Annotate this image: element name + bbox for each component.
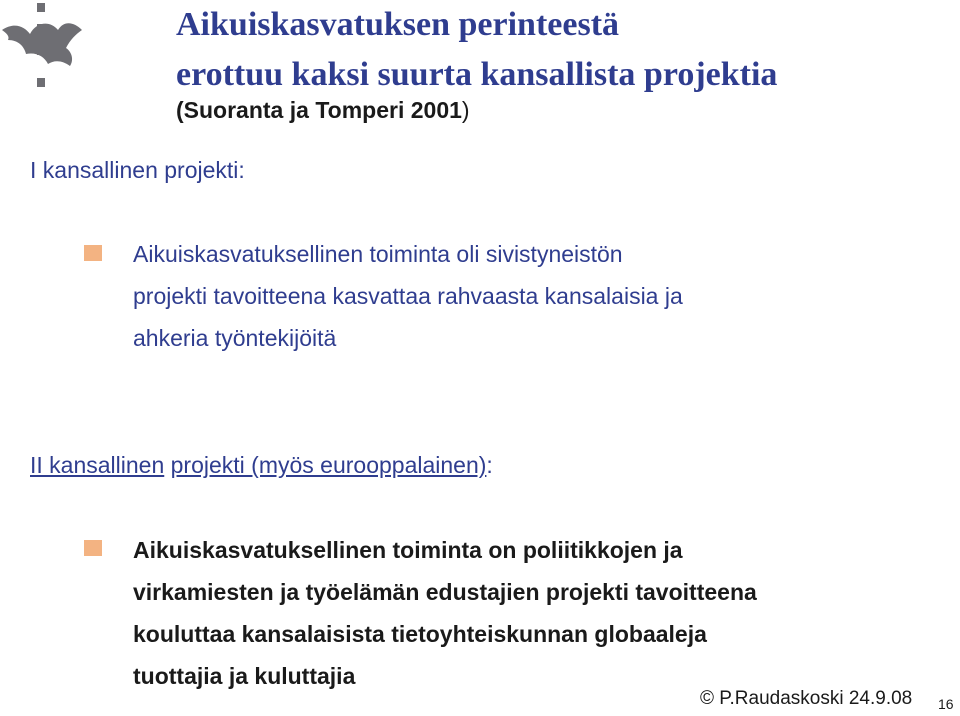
slide-title [176,0,777,100]
section-2-bullet-text [133,529,757,697]
square-bullet-icon [84,245,102,261]
citation [176,97,470,124]
slide-title-line-1: Aikuiskasvatuksen perinteestä [176,6,620,43]
section-2-line-1: Aikuiskasvatuksellinen toiminta on poliitikkojen ja [133,537,683,563]
section-1-bullet-text [133,233,683,359]
section-2-line-2: virkamiesten ja työelämän edustajien projekti tavoitteena [133,579,757,605]
section-2-heading-part-1: II kansallinen [30,452,165,478]
section-1-line-3: ahkeria työntekijöitä [133,325,337,351]
citation-text: Suoranta ja Tomperi 2001 [183,97,462,123]
copyright-footer: © P.Raudaskoski 24.9.08 [700,688,913,709]
section-2-heading [30,452,493,479]
university-lion-logo-icon [0,0,92,96]
section-1-line-1: Aikuiskasvatuksellinen toiminta oli sivistyneistön [133,241,623,267]
section-1-heading: I kansallinen projekti: [30,157,245,183]
citation-open-paren: ( [176,97,184,123]
slide-title-line-2: erottuu kaksi suurta kansallista projektia [176,56,778,93]
section-2-heading-part-2: projekti (myös eurooppalainen) [170,452,487,478]
section-2-line-4: tuottajia ja kuluttajia [133,663,356,689]
section-1-line-2: projekti tavoitteena kasvattaa rahvaasta kansalaisia ja [133,283,683,309]
section-2-heading-colon: : [486,452,493,478]
section-2-line-3: kouluttaa kansalaisista tietoyhteiskunnan globaaleja [133,621,707,647]
page-number: 16 [938,696,954,712]
citation-close-paren: ) [461,97,470,123]
square-bullet-icon [84,540,102,556]
